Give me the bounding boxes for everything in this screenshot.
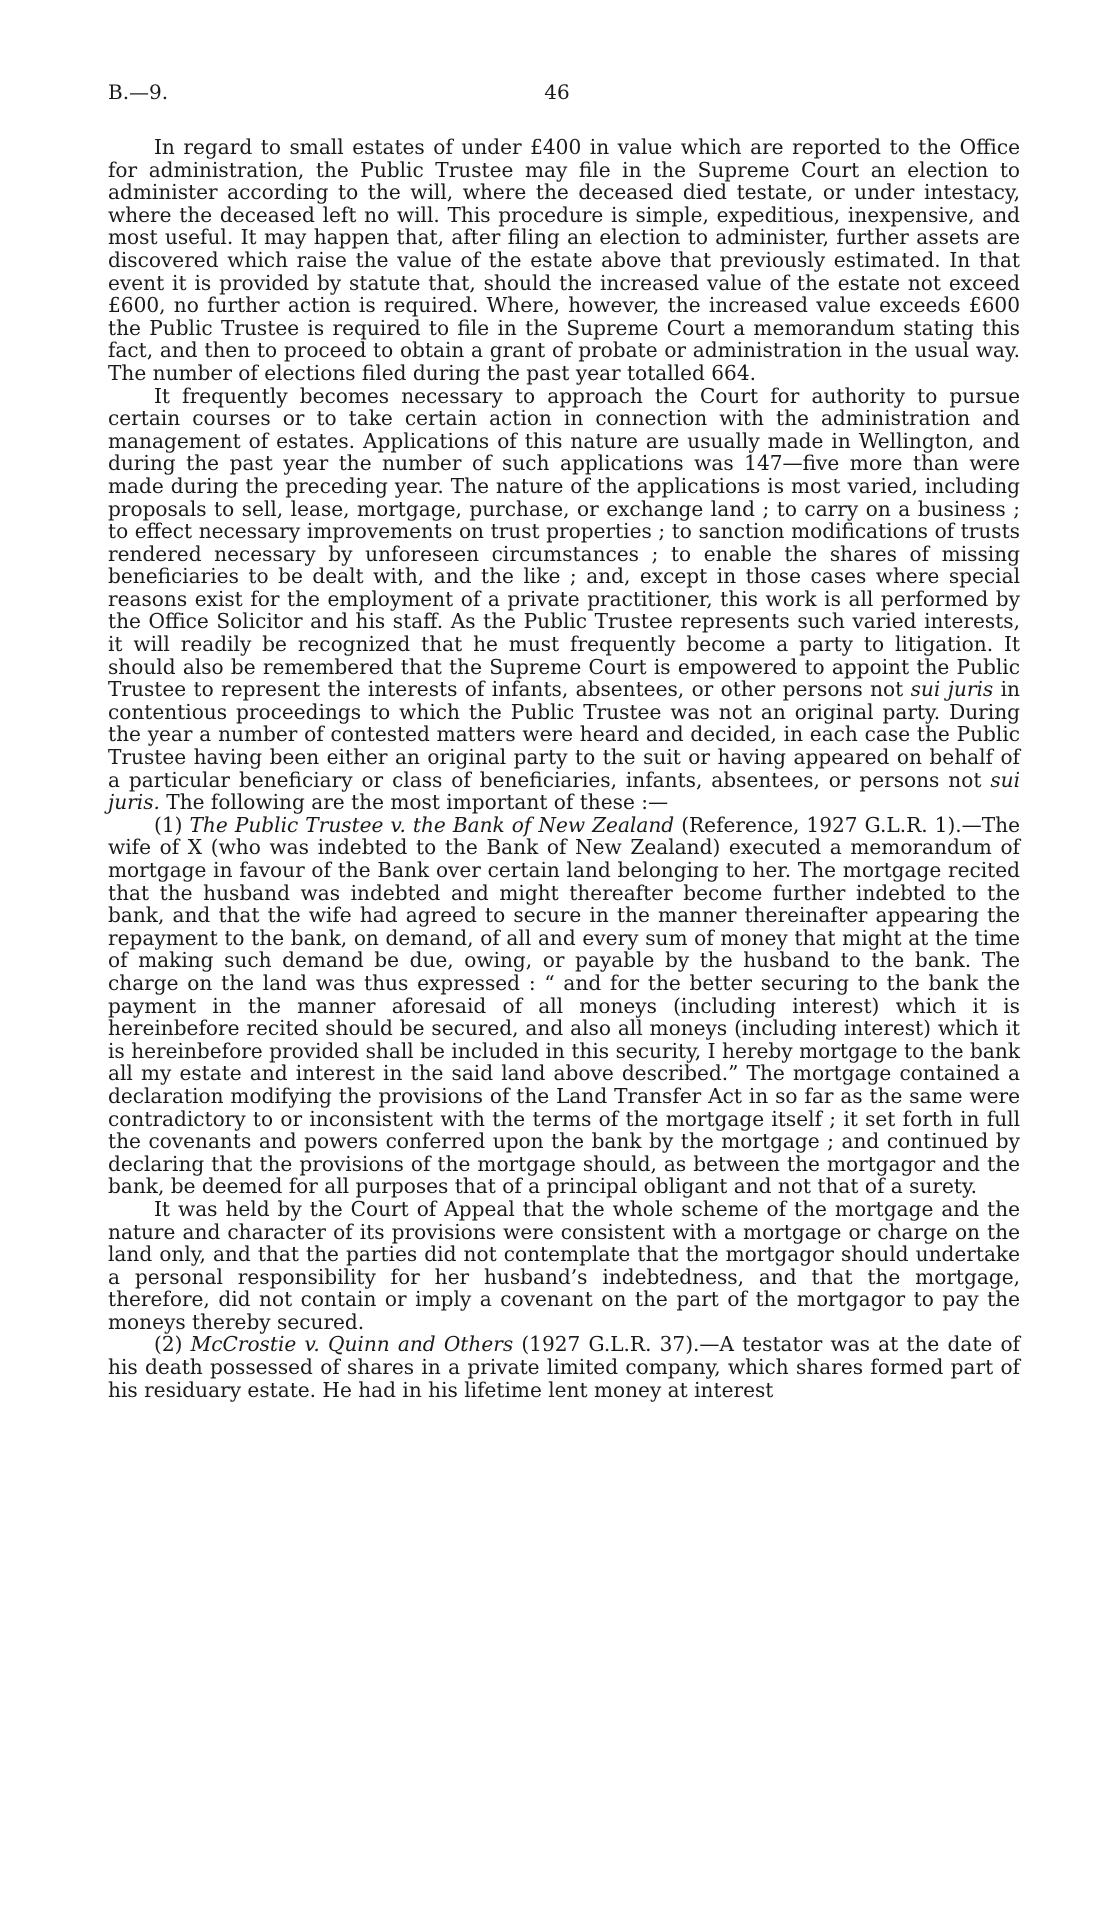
paragraph-text: It was held by the Court of Appeal that the whole scheme of the mortgage and the nature and character of its provisions were consistent with a mortgage or charge on the land only, and that the parties did not contemplate that the mortgagor should undertake a personal responsibility for her husband’s indebtedness, and that the mortgage, therefore, did not contain or imply a covenant on the part of the mortgagor to pay the moneys thereby secured. <box>108 1196 1020 1334</box>
paragraph-text: In regard to small estates of under £400 in value which are reported to the Office for administration, the Public Trustee may file in the Supreme Court an election to administer according to the will, where the deceased died testate, or under intestacy, where the deceased left no will. This procedure is simple, expeditious, inexpensive, and most useful. It may happen that, after filing an election to administer, further assets are discovered which raise the value of the estate above that previously estimated. In that event it is provided by statute that, should the increased value of the estate not exceed £600, no further action is required. Where, however, the increased value exceeds £600 the Public Trustee is required to file in the Supreme Court a memorandum stating this fact, and then to proceed to obtain a grant of probate or administration in the usual way. The number of elections filed during the past year totalled 664. <box>108 135 1020 385</box>
case-title: The Public Trustee v. the Bank of New Zealand <box>189 812 675 837</box>
paragraph-text: (1927 G.L.R. 37).—A testator was at the date of his death possessed of shares in a private limited company, which shares formed part of his residuary estate. He had in his lifetime lent money at interest <box>108 1332 1020 1402</box>
paragraph-text: in contentious proceedings to which the Public Trustee was not an original party. During the year a number of contested matters were heard and decided, in each case the Public Trustee having been either an original party to the suit or having appeared on behalf of a particular beneficiary or class of beneficiaries, infants, absentees, or persons not <box>108 677 1020 792</box>
latin-term: sui juris. <box>108 767 1020 815</box>
paragraph-case-1 <box>108 814 1020 1198</box>
document-reference: B.—9. <box>108 80 169 104</box>
case-title: McCrostie v. Quinn and Others <box>190 1332 514 1357</box>
paragraph-text: It frequently becomes necessary to approach the Court for authority to pursue certain courses or to take certain action in connection with the administration and management of estates. Applications of this nature are usually made in Wellington, and during the past year the number of such applications was 147—five more than were made during the preceding year. The nature of the applications is most varied, including proposals to sell, lease, mortgage, purchase, or exchange land ; to carry on a business ; to effect necessary improvements on trust properties ; to sanction modifications of trusts rendered necessary by unforeseen circumstances ; to enable the shares of missing beneficiaries to be dealt with, and the like ; and, except in those cases where special reasons exist for the employment of a private practitioner, this work is all performed by the Office Solicitor and his staff. As the Public Trustee represents such varied interests, it will readily be recognized that he must frequently become a party to litigation. It should also be remembered that the Supreme Court is empowered to appoint the Public Trustee to represent the interests of infants, absentees, or other persons not <box>108 383 1020 702</box>
body-text <box>108 136 1020 1401</box>
paragraph-text: The following are the most important of these :— <box>166 790 669 815</box>
paragraph-small-estates <box>108 136 1020 385</box>
page-header <box>108 80 1006 110</box>
paragraph-court-applications <box>108 385 1020 814</box>
case-number: (2) <box>154 1332 183 1357</box>
paragraph-case-1-holding <box>108 1198 1020 1334</box>
paragraph-text: (Reference, 1927 G.L.R. 1).—The wife of X (who was indebted to the Bank of New Zealand) executed a memorandum of mortgage in favour of the Bank over certain land belonging to her. The mortgage recited that the husband was indebted and might thereafter become further indebted to the bank, and that the wife had agreed to secure in the manner thereinafter appearing the repayment to the bank, on demand, of all and every sum of money that might at the time of making such demand be due, owing, or payable by the husband to the bank. The charge on the land was thus expressed : “ and for the better securing to the bank the payment in the manner aforesaid of all moneys (including interest) which it is hereinbefore recited should be secured, and also all moneys (including interest) which it is hereinbefore provided shall be included in this security, I hereby mortgage to the bank all my estate and interest in the said land above described.” The mortgage contained a declaration modifying the provisions of the Land Transfer Act in so far as the same were contradictory to or inconsistent with the terms of the mortgage itself ; it set forth in full the covenants and powers conferred upon the bank by the mortgage ; and continued by declaring that the provisions of the mortgage should, as between the mortgagor and the bank, be deemed for all purposes that of a principal obligant and not that of a surety. <box>108 812 1020 1199</box>
paragraph-case-2 <box>108 1333 1020 1401</box>
page-number: 46 <box>544 80 570 104</box>
latin-term: sui juris <box>910 677 994 702</box>
case-number: (1) <box>154 812 183 837</box>
